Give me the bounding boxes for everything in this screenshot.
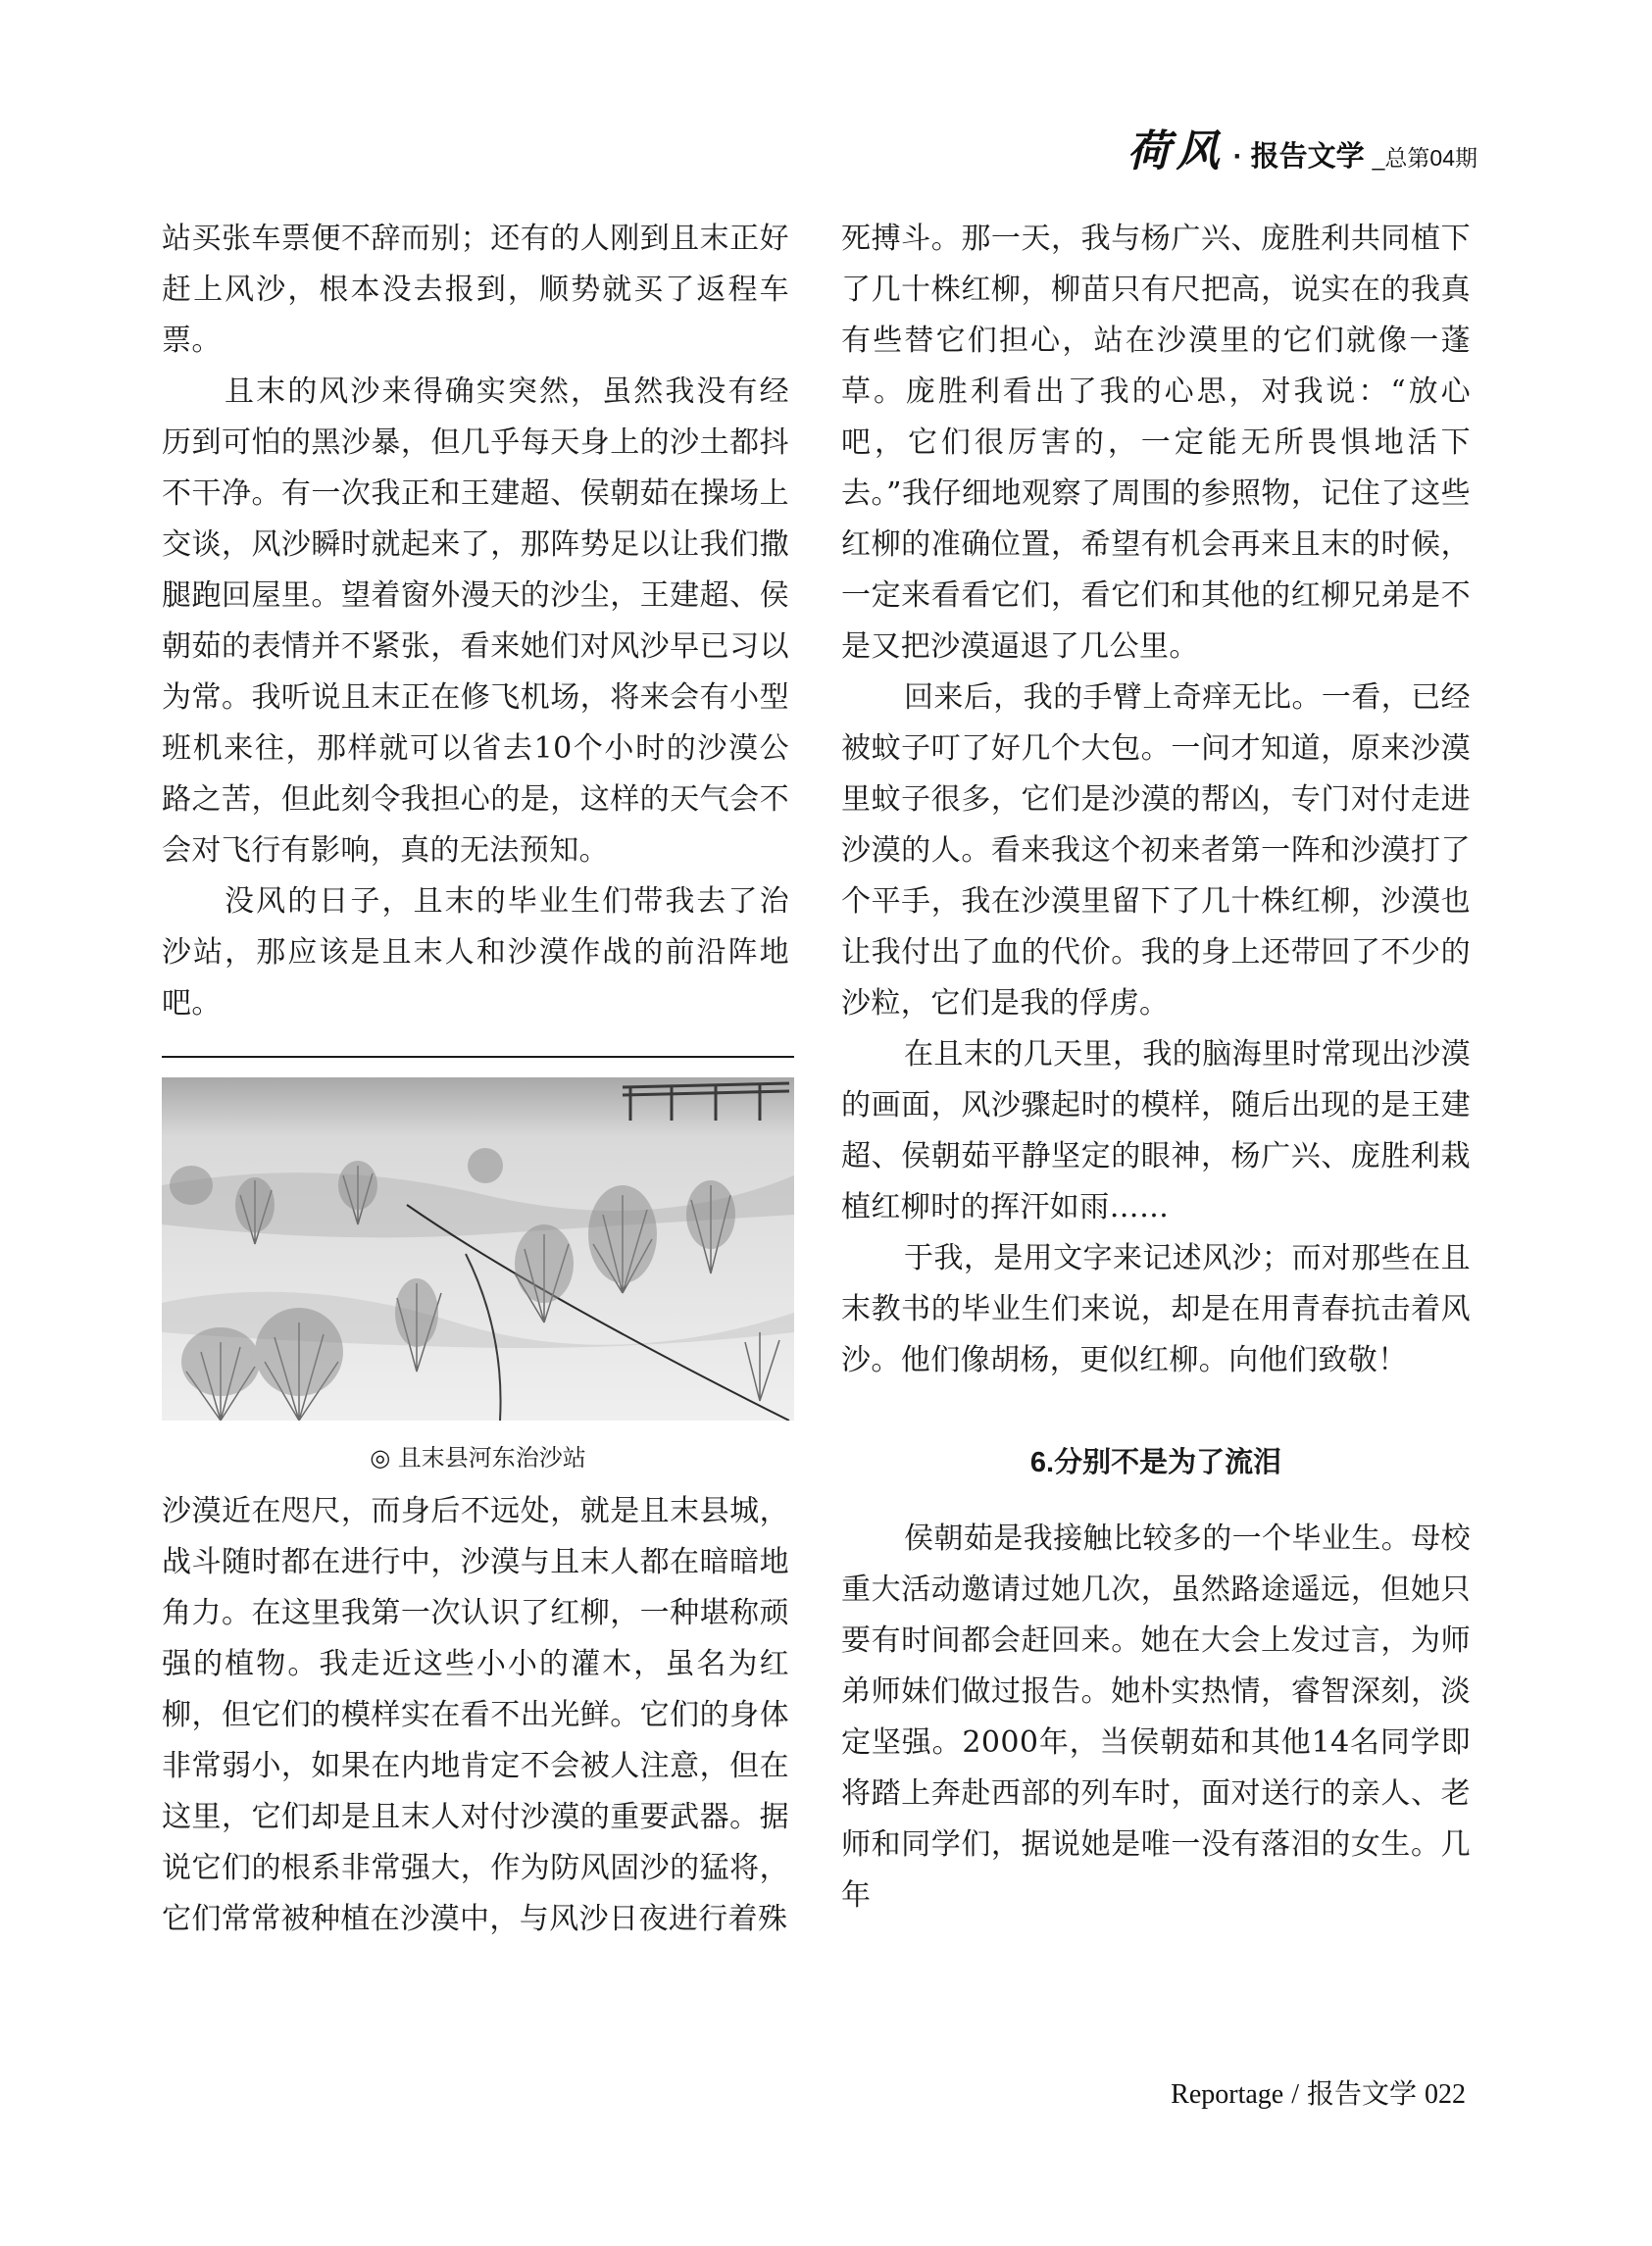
photo-caption: ◎ 且末县河东治沙站	[370, 1444, 586, 1472]
desert-photo	[162, 1077, 794, 1421]
paragraph: 回来后，我的手臂上奇痒无比。一看，已经被蚊子叮了好几个大包。一问才知道，原来沙漠里蚊子很多，它们是沙漠的帮凶，专门对付走进沙漠的人。看来我这个初来者第一阵和沙漠打了个平手，我在沙漠里留下了几十株红柳，沙漠也让我付出了血的代价。我的身上还带回了不少的沙粒，它们是我的俘虏。	[841, 680, 1471, 1021]
section-name: 报告文学	[1250, 141, 1365, 173]
paragraph: 于我，是用文字来记述风沙；而对那些在且末教书的毕业生们来说，却是在用青春抗击着风沙。他们像胡杨，更似红柳。向他们致敬！	[841, 1241, 1471, 1377]
footer-label-cn: 报告文学	[1306, 2079, 1417, 2110]
magazine-brand: 荷风	[1126, 126, 1226, 176]
footer-label-en: Reportage	[1171, 2079, 1284, 2110]
section-heading: 6.分别不是为了流泪	[1029, 1447, 1282, 1478]
paragraph: 站买张车票便不辞而别；还有的人刚到且末正好赶上风沙，根本没去报到，顺势就买了返程车票。	[162, 222, 789, 358]
footer-slash: /	[1291, 2079, 1299, 2110]
paragraph: 没风的日子，且末的毕业生们带我去了治沙站，那应该是且末人和沙漠作战的前沿阵地吧。	[162, 884, 789, 1021]
issue-number: _总第04期	[1372, 145, 1477, 171]
right-column	[841, 214, 1471, 1922]
paragraph: 死搏斗。那一天，我与杨广兴、庞胜利共同植下了几十株红柳，柳苗只有尺把高，说实在的我真有些替它们担心，站在沙漠里的它们就像一蓬草。庞胜利看出了我的心思，对我说：“放心吧，它们很厉害的，一定能无所畏惧地活下去。”我仔细地观察了周围的参照物，记住了这些红柳的准确位置，希望有机会再来且末的时候，一定来看看它们，看它们和其他的红柳兄弟是不是又把沙漠逼退了几公里。	[841, 222, 1471, 664]
left-column	[162, 214, 789, 1945]
paragraph: 在且末的几天里，我的脑海里时常现出沙漠的画面，风沙骤起时的模样，随后出现的是王建超、侯朝茹平静坚定的眼神，杨广兴、庞胜利栽植红柳时的挥汗如雨……	[841, 1037, 1471, 1224]
photo-figure	[162, 1056, 794, 1472]
page-footer	[1171, 2072, 1466, 2112]
photo-top-rule	[162, 1056, 794, 1058]
paragraph: 沙漠近在咫尺，而身后不远处，就是且末县城，战斗随时都在进行中，沙漠与且末人都在暗暗地角力。在这里我第一次认识了红柳，一种堪称顽强的植物。我走近这些小小的灌木，虽名为红柳，但它们的模样实在看不出光鲜。它们的身体非常弱小，如果在内地肯定不会被人注意，但在这里，它们却是且末人对付沙漠的重要武器。据说它们的根系非常强大，作为防风固沙的猛将，它们常常被种植在沙漠中，与风沙日夜进行着殊	[162, 1494, 789, 1936]
paragraph: 且末的风沙来得确实突然，虽然我没有经历到可怕的黑沙暴，但几乎每天身上的沙土都抖不干净。有一次我正和王建超、侯朝茹在操场上交谈，风沙瞬时就起来了，那阵势足以让我们撒腿跑回屋里。望着窗外漫天的沙尘，王建超、侯朝茹的表情并不紧张，看来她们对风沙早已习以为常。我听说且末正在修飞机场，将来会有小型班机来往，那样就可以省去10个小时的沙漠公路之苦，但此刻令我担心的是，这样的天气会不会对飞行有影响，真的无法预知。	[162, 374, 789, 868]
paragraph: 侯朝茹是我接触比较多的一个毕业生。母校重大活动邀请过她几次，虽然路途遥远，但她只要有时间都会赶回来。她在大会上发过言，为师弟师妹们做过报告。她朴实热情，睿智深刻，淡定坚强。2000年，当侯朝茹和其他14名同学即将踏上奔赴西部的列车时，面对送行的亲人、老师和同学们，据说她是唯一没有落泪的女生。几年	[841, 1522, 1471, 1913]
page-header	[1127, 116, 1477, 178]
header-separator: ·	[1232, 140, 1243, 173]
page-number: 022	[1425, 2079, 1466, 2110]
